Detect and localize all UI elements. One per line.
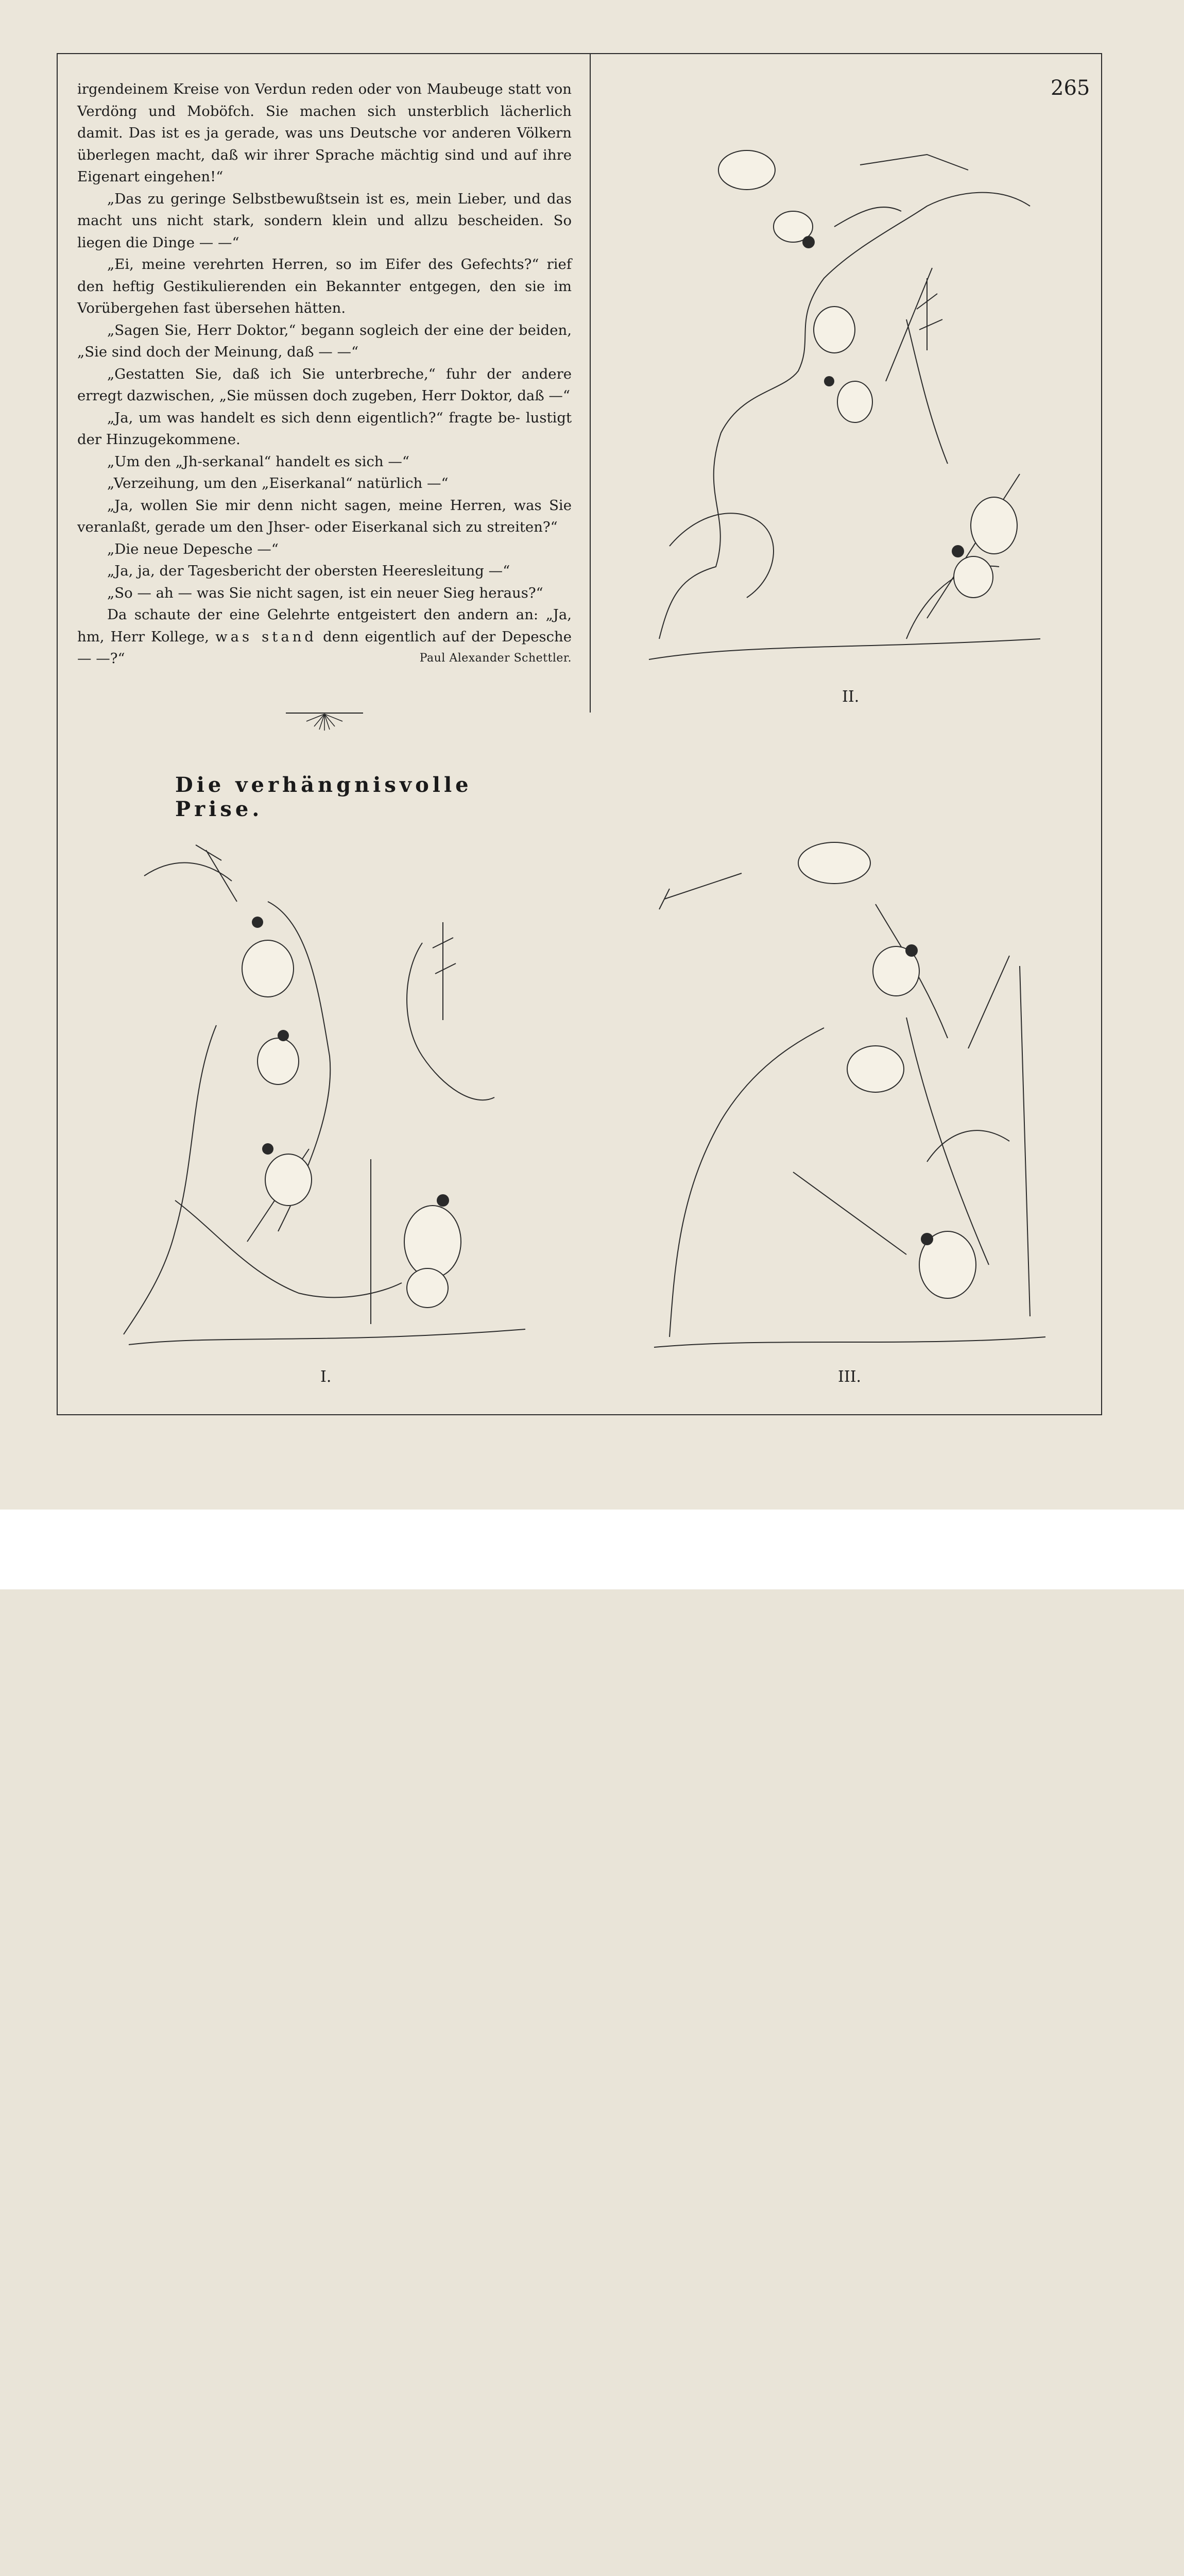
caption-i: I.: [320, 1368, 332, 1386]
footer-bar: [0, 1510, 1184, 1589]
paragraph: „Ja, um was handelt es sich denn eigentlich?“ fragte be- lustigt der Hinzugekommene.: [77, 409, 572, 448]
paragraph: „Ja, ja, der Tagesbericht der obersten Heeresleitung —“: [107, 563, 510, 579]
paragraph: „Um den „Jh-serkanal“ handelt es sich —“: [107, 453, 409, 470]
paragraph: „Das zu geringe Selbstbewußtsein ist es, mein Lieber, und das macht uns nicht stark, sondern klein und allzu bescheiden. So liegen die Dinge — —“: [77, 190, 572, 251]
paragraph: „So — ah — was Sie nicht sagen, ist ein neuer Sieg heraus?“: [107, 584, 543, 601]
paragraph: „Verzeihung, um den „Eiserkanal“ natürlich —“: [107, 475, 449, 492]
paragraph: irgendeinem Kreise von Verdun reden oder von Maubeuge statt von Verdöng und Moböfch. Sie machen sich unsterblich lächerlich damit. Das ist es ja gerade, was uns Deutsche vor anderen Völkern überlegen macht, daß wir ihrer Sprache mächtig sind und auf ihre Eigenart eingehen!“: [77, 81, 572, 185]
paragraph: „Ei, meine verehrten Herren, so im Eifer des Gefechts?“ rief den heftig Gestikulierenden ein Bekannter entgegen, den sie im Vorübergehen fast übersehen hätten.: [77, 256, 572, 316]
paragraph: „Gestatten Sie, daß ich Sie unterbreche,“ fuhr der andere erregt dazwischen, „Sie müssen doch zugeben, Herr Doktor, daß —“: [77, 365, 572, 404]
column-divider: [590, 53, 591, 713]
paragraph: „Die neue Depesche —“: [107, 540, 279, 557]
final-text-end: denn eigentlich auf der Depesche — —?“: [77, 628, 572, 667]
illustration-i: [113, 840, 536, 1350]
illustration-ii: [639, 124, 1056, 670]
caption-ii: II.: [842, 688, 860, 706]
caption-iii: III.: [838, 1368, 862, 1386]
author-signature: Paul Alexander Schettler.: [419, 652, 572, 665]
section-title: Die verhängnisvolle Prise.: [175, 773, 472, 821]
article-text: [77, 78, 572, 670]
final-paragraph: [77, 604, 572, 670]
page-number: 265: [1051, 76, 1090, 100]
final-text-start: Da schaute der eine Gelehrte entgeistert den andern an: „Ja, hm, Herr Kollege,: [77, 606, 572, 645]
ornament-divider: [286, 710, 363, 736]
paragraph: „Ja, wollen Sie mir denn nicht sagen, meine Herren, was Sie veranlaßt, gerade um den Jhser- oder Eiserkanal sich zu streiten?“: [77, 497, 572, 535]
paragraph: „Sagen Sie, Herr Doktor,“ begann sogleich der eine der beiden, „Sie sind doch der Meinung, daß — —“: [77, 321, 572, 360]
emphasized-text: was stand: [215, 628, 317, 645]
illustration-iii: [639, 801, 1056, 1352]
